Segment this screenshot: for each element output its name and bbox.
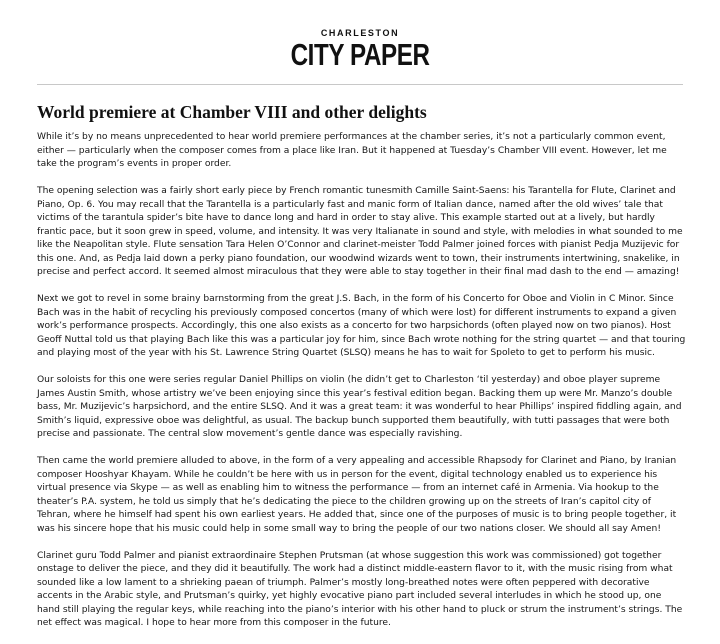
article-paragraph: While it’s by no means unprecedented to hear world premiere performances at the chamber series, it’s not a particularly common event, either — particularly when the composer comes from a place like Iran. But it happened at Tuesday’s Chamber VIII event. However, let me take the program’s events in proper order.	[37, 132, 667, 169]
article-headline: World premiere at Chamber VIII and other delights	[37, 102, 427, 122]
article-body	[37, 131, 687, 644]
header-divider	[37, 84, 683, 85]
masthead-city-paper: CITY PAPER	[290, 37, 430, 72]
masthead-charleston: CHARLESTON	[320, 28, 400, 38]
article-paragraph: The opening selection was a fairly short early piece by French romantic tunesmith Camille Saint-Saens: his Tarantella for Flute, Clarinet and Piano, Op. 6. You may recall that the Tarantella is a particularly fast and manic form of Italian dance, named after the old wives’ tale that victims of the tarantula spider’s bite have to dance long and hard in order to stay alive. This example started out at a lively, but hardly frantic pace, but it soon grew in speed, volume, and intensity. It was very Italianate in sound and style, with melodies in what sounded to me like the Neapolitan style. Flute sensation Tara Helen O’Connor and clarinet-meister Todd Palmer joined forces with pianist Pedja Muzijevic for this one. And, as Pedja laid down a perky piano foundation, our woodwind wizards went to town, their instruments intertwining, snakelike, in precise and perfect accord. It seemed almost miraculous that they were able to stay together in their final mad dash to the end — amazing!	[37, 186, 683, 277]
article-paragraph: Clarinet guru Todd Palmer and pianist extraordinaire Stephen Prutsman (at whose suggestion this work was commissioned) got together onstage to deliver the piece, and they did it beautifully. The work had a distinct middle-eastern flavor to it, with the music rising from what sounded like a low lament to a shrieking paean of triumph. Palmer’s mostly long-breathed notes were often peppered with decorative accents in the Arabic style, and Prutsman’s quirky, yet highly evocative piano part included several interludes in which he stood up, one hand still playing the regular keys, while reaching into the piano’s interior with his other hand to pluck or strum the instrument’s strings. The net effect was magical. I hope to hear more from this composer in the future.	[37, 550, 683, 628]
article-paragraph: Next we got to revel in some brainy barnstorming from the great J.S. Bach, in the form of his Concerto for Oboe and Violin in C Minor. Since Bach was in the habit of recycling his previously composed concertos (many of which were lost) for different instruments to expand a given work’s performance prospects. Accordingly, this one also exists as a concerto for two harpsichords (often played now on two pianos). Host Geoff Nuttal told us that playing Bach like this was a particular joy for him, since Bach wrote nothing for the string quartet — and that touring and playing most of the year with his St. Lawrence String Quartet (SLSQ) means he has to wait for Spoleto to get to perform his music.	[37, 294, 686, 358]
article-paragraph: Then came the world premiere alluded to above, in the form of a very appealing and accessible Rhapsody for Clarinet and Piano, by Iranian composer Hooshyar Khayam. While he couldn’t be here with us in person for the event, digital technology enabled us to experience his virtual presence via Skype — as well as enabling him to witness the performance — from an internet café in Armenia. Via hookup to the theater’s P.A. system, he told us simply that he’s dedicating the piece to the children growing up on the streets of Iran’s capitol city of Tehran, where he himself had spent his own earliest years. He added that, since one of the purposes of music is to bring people together, it was his sincere hope that his music could help in some small way to bring the people of our two nations closer. We should all say Amen!	[37, 456, 677, 534]
masthead[interactable]	[0, 28, 720, 71]
article-paragraph: Our soloists for this one were series regular Daniel Phillips on violin (he didn’t get to Charleston ‘til yesterday) and oboe player supreme James Austin Smith, whose artistry we’ve been enjoying since this year’s festival edition began. Backing them up were Mr. Manzo’s double bass, Mr. Muzijevic’s harpsichord, and the entire SLSQ. And it was a great team: it was wonderful to hear Phillips’ inspired fiddling again, and Smith’s liquid, expressive oboe was delightful, as usual. The backup bunch supported them beautifully, with tutti passages that were both precise and passionate. The central slow movement’s gentle dance was especially ravishing.	[37, 375, 682, 439]
